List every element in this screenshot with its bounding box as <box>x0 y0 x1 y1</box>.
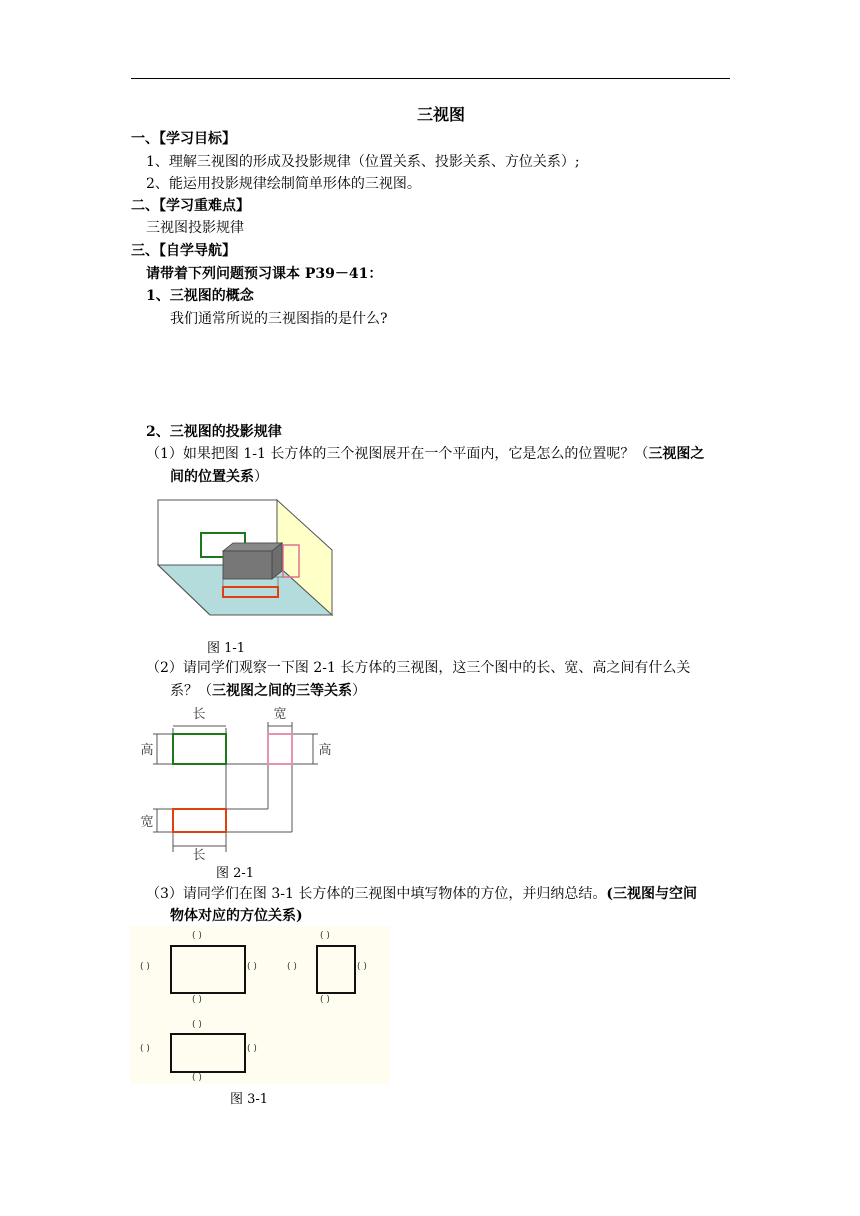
key-point: 三视图投影规律 <box>146 220 244 236</box>
side-right-blank[interactable]: ( ) <box>357 962 367 972</box>
top-view-orange <box>173 809 226 832</box>
figure-1-1 <box>150 495 340 625</box>
para-2-line-2 <box>170 682 366 700</box>
cuboid-front <box>223 551 272 579</box>
side-bottom-blank[interactable]: ( ) <box>320 995 330 1005</box>
para-2-close: ） <box>352 683 366 699</box>
front-view-box <box>170 945 246 994</box>
top-top-blank[interactable]: ( ) <box>192 1020 202 1030</box>
para-2-emphasis: 三视图之间的三等关系 <box>212 683 352 699</box>
section-2-heading: 二、【学习重难点】 <box>131 198 250 214</box>
para-3-text: （3）请同学们在图 3-1 长方体的三视图中填写物体的方位，并归纳总结。 <box>146 886 607 902</box>
figure-2-1 <box>135 700 335 863</box>
top-bottom-blank[interactable]: ( ) <box>192 1073 202 1083</box>
question-1-text: 我们通常所说的三视图指的是什么? <box>170 311 388 327</box>
para-3-line-1 <box>146 885 697 903</box>
side-top-blank[interactable]: ( ) <box>320 931 330 941</box>
top-left-blank[interactable]: ( ) <box>140 1044 150 1054</box>
para-1-emphasis-cont: 间的位置关系 <box>170 469 254 485</box>
figure-3-1-caption: 图 3-1 <box>230 1092 269 1107</box>
front-right-blank[interactable]: ( ) <box>247 962 257 972</box>
question-2-heading: 2、三视图的投影规律 <box>146 424 282 440</box>
para-3-line-2: 物体对应的方位关系) <box>170 908 303 924</box>
width-label-left: 宽 <box>140 815 154 830</box>
para-1-line-1 <box>146 445 704 463</box>
preview-instruction: 请带着下列问题预习课本 P39－41： <box>146 266 383 282</box>
goal-1: 1、理解三视图的形成及投影规律（位置关系、投影关系、方位关系）; <box>146 154 580 170</box>
height-label-right: 高 <box>318 743 332 758</box>
para-1-text: （1）如果把图 1-1 长方体的三个视图展开在一个平面内，它是怎么的位置呢？（ <box>146 446 649 462</box>
para-2-line-1: （2）请同学们观察一下图 2-1 长方体的三视图，这三个图中的长、宽、高之间有什么关 <box>146 660 691 676</box>
figure-1-1-caption: 图 1-1 <box>207 641 246 656</box>
front-view-green <box>173 734 226 764</box>
section-1-heading: 一、【学习目标】 <box>131 131 236 147</box>
para-1-emphasis: 三视图之 <box>648 446 705 462</box>
top-right-blank[interactable]: ( ) <box>247 1044 257 1054</box>
para-1-close: ） <box>254 469 268 485</box>
height-label-left: 高 <box>140 743 154 758</box>
side-view-box <box>316 945 356 994</box>
length-label-top: 长 <box>192 707 206 722</box>
figure-3-1 <box>130 926 390 1084</box>
side-left-blank[interactable]: ( ) <box>287 962 297 972</box>
front-left-blank[interactable]: ( ) <box>140 962 150 972</box>
goal-2: 2、能运用投影规律绘制简单形体的三视图。 <box>146 176 421 192</box>
para-2-text: 系？（ <box>170 683 212 699</box>
front-bottom-blank[interactable]: ( ) <box>192 995 202 1005</box>
section-3-heading: 三、【自学导航】 <box>131 243 236 259</box>
length-label-bottom: 长 <box>192 848 206 863</box>
question-1-heading: 1、三视图的概念 <box>146 288 254 304</box>
side-view-pink <box>268 734 292 764</box>
para-1-line-2 <box>170 468 268 486</box>
header-rule <box>131 78 730 79</box>
width-label-top: 宽 <box>273 707 287 722</box>
figure-2-1-caption: 图 2-1 <box>216 866 255 881</box>
top-view-box <box>170 1033 246 1073</box>
para-3-emphasis: (三视图与空间 <box>606 886 697 902</box>
page-title: 三视图 <box>417 105 466 124</box>
front-top-blank[interactable]: ( ) <box>192 931 202 941</box>
